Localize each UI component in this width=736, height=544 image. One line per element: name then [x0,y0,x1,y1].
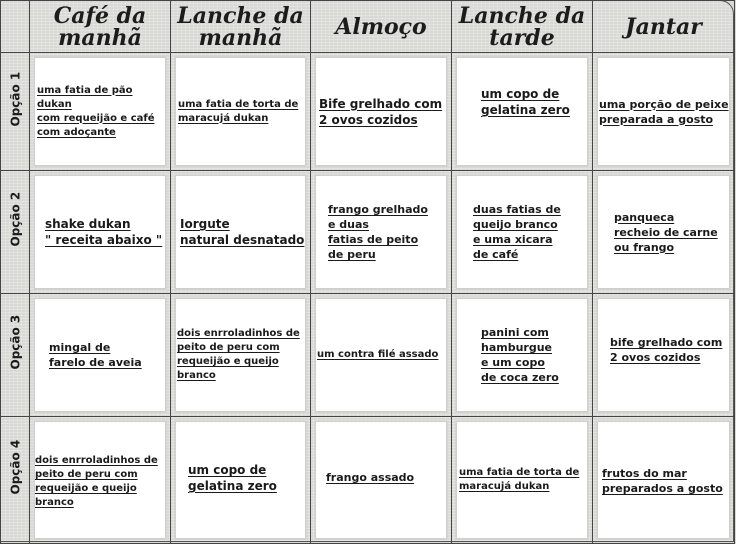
menu-item-text: uma fatia de torta de maracujá dukan [459,467,580,492]
menu-item-text: bife grelhado com 2 ovos cozidos [610,336,723,364]
menu-item-text: uma fatia de pão dukan com requeijão e café com adoçante [37,84,155,138]
menu-item-text: uma porção de peixe preparada a gosto [599,97,729,126]
menu-cell [311,294,452,417]
menu-item-text: frutos do mar preparados a gosto [602,467,723,495]
menu-cell [30,417,171,544]
table-row [1,417,735,544]
menu-cell [452,294,593,417]
menu-item-text: Bife grelhado com 2 ovos cozidos [319,96,443,127]
table-row [1,53,735,171]
menu-cell [171,171,311,294]
column-header-lanche-da-tarde: Lanche da tarde [452,1,593,53]
row-header-opcao-1: Opção 1 [1,53,30,171]
menu-cell [593,171,735,294]
menu-cell [311,417,452,544]
menu-cell [171,417,311,544]
row-header-opcao-4: Opção 4 [1,417,30,544]
menu-cell [30,53,171,171]
menu-item-text: panini com hamburgue e um copo de coca zero [481,326,559,384]
column-header-almoco: Almoço [311,1,452,53]
menu-item-text: frango grelhado e duas fatias de peito de peru [328,203,428,261]
row-header-opcao-3: Opção 3 [1,294,30,417]
menu-cell [171,294,311,417]
corner-cell [1,1,30,53]
menu-item-text: dois enrroladinhos de peito de peru com requeijão e queijo branco [177,328,300,381]
menu-cell [452,417,593,544]
menu-cell [30,171,171,294]
table-row [1,171,735,294]
menu-item-text: dois enrroladinhos de peito de peru com requeijão e queijo branco [35,455,158,508]
menu-item-text: frango assado [326,471,415,484]
menu-cell [593,417,735,544]
column-header-cafe-da-manha: Café da manhã [30,1,171,53]
header-row [1,1,735,53]
menu-item-text: shake dukan " receita abaixo " [45,217,163,247]
table-row [1,294,735,417]
menu-item-text: uma fatia de torta de maracujá dukan [178,98,299,124]
column-header-jantar: Jantar [593,1,735,53]
menu-item-text: Iorgute natural desnatado [180,217,305,247]
menu-cell [171,53,311,171]
menu-item-text: duas fatias de queijo branco e uma xicara de café [473,203,561,261]
menu-item-text: um copo de gelatina zero [188,463,277,493]
menu-item-text: panqueca recheio de carne ou frango [614,210,718,254]
menu-cell [452,53,593,171]
row-header-opcao-2: Opção 2 [1,171,30,294]
menu-item-text: um copo de gelatina zero [481,87,570,117]
menu-item-text: um contra filé assado [317,349,439,360]
menu-cell [311,53,452,171]
menu-cell [593,294,735,417]
menu-item-text: mingal de farelo de aveia [49,341,142,369]
menu-cell [452,171,593,294]
menu-cell [30,294,171,417]
menu-cell [311,171,452,294]
column-header-lanche-da-manha: Lanche da manhã [171,1,311,53]
menu-cell [593,53,735,171]
